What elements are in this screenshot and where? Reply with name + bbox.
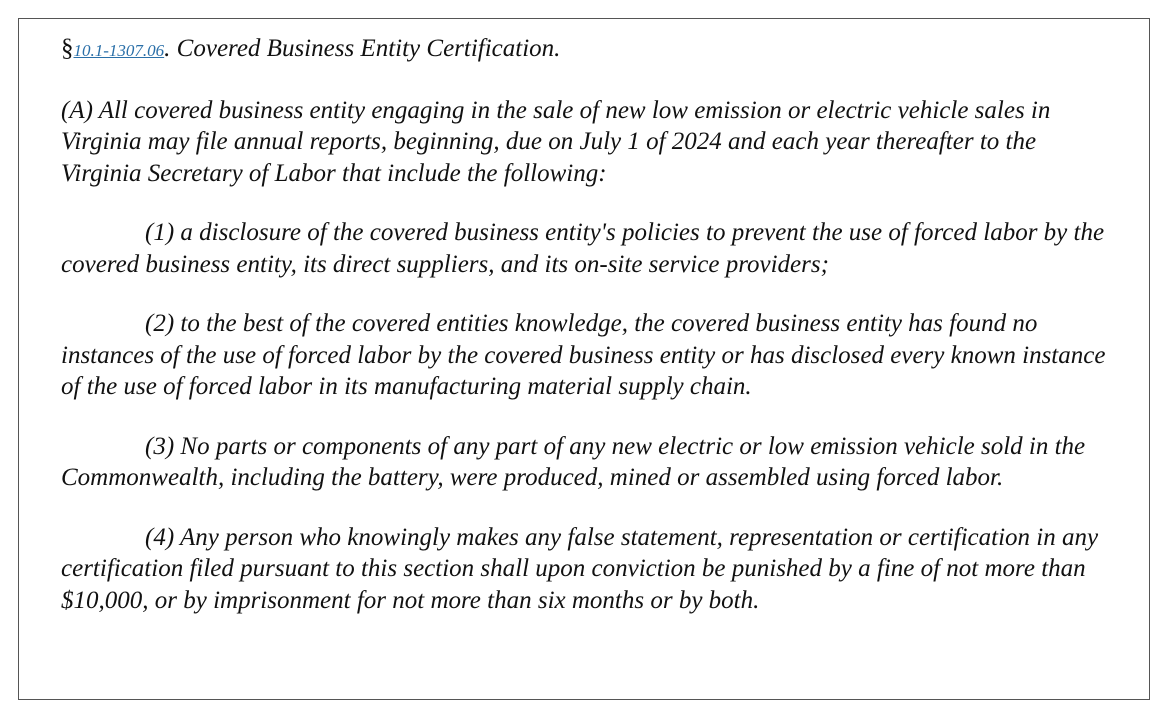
document-frame [18, 18, 1150, 700]
paragraph-2: (2) to the best of the covered entities knowledge, the covered business entity has found no instances of the use of forced labor by the covered business entity or has disclosed every known instance of the use of forced labor in its manufacturing material supply chain. [61, 310, 1106, 400]
paragraph-a: (A) All covered business entity engaging in the sale of new low emission or electric vehicle sales in Virginia may file annual reports, beginning, due on July 1 of 2024 and each year thereafter to the Virginia Secretary of Labor that include the following: [61, 96, 1051, 187]
section-symbol: § [61, 35, 74, 62]
section-heading [61, 33, 1121, 67]
document-body [61, 33, 1121, 616]
paragraph-4: (4) Any person who knowingly makes any false statement, representation or certification in any certification filed pursuant to this section shall upon conviction be punished by a fine of not more than $10,000, or by imprisonment for not more than six months or by both. [61, 523, 1099, 614]
section-number-link[interactable]: 10.1-1307.06 [73, 41, 165, 60]
paragraph-1: (1) a disclosure of the covered business entity's policies to prevent the use of forced labor by the covered business entity, its direct suppliers, and its on-site service providers; [61, 219, 1105, 278]
section-title: . Covered Business Entity Certification. [164, 35, 561, 62]
paragraph-3: (3) No parts or components of any part of any new electric or low emission vehicle sold in the Commonwealth, including the battery, were produced, mined or assembled using forced labor. [61, 432, 1086, 491]
